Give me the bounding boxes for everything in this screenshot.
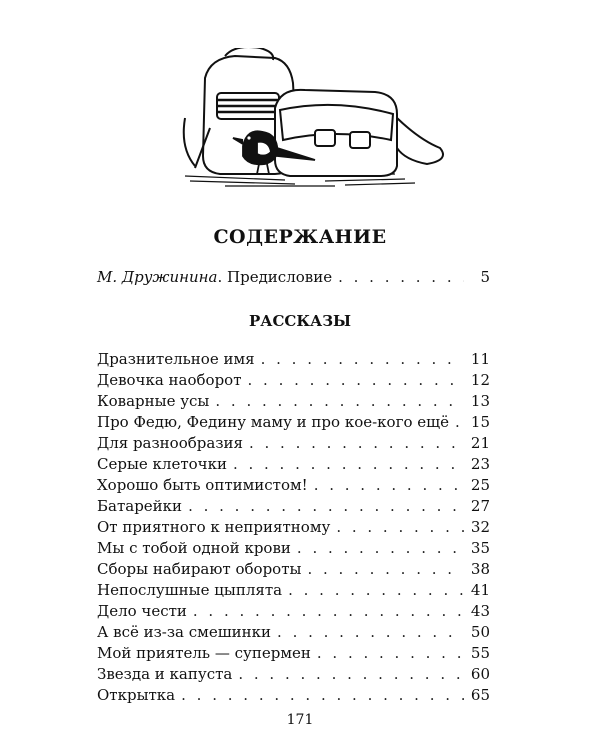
dot-leader — [307, 560, 464, 578]
preface-page: 5 — [480, 268, 490, 286]
toc-entry-label: Коварные усы — [97, 392, 210, 410]
toc-entry-label: Открытка — [97, 686, 176, 704]
toc-entry-label: Для разнообразия — [97, 434, 243, 452]
toc-entry-label: Мой приятель — супермен — [97, 644, 311, 662]
toc-entry-label: А всё из-за смешинки — [97, 623, 272, 641]
toc-entry-page: 27 — [470, 497, 490, 515]
satchel-right — [275, 90, 443, 176]
toc-entry-label: Серые клеточки — [97, 455, 227, 473]
toc-entry-label: Непослушные цыплята — [97, 581, 283, 599]
toc-entry-label: Хорошо быть оптимистом! — [97, 476, 308, 494]
toc-entry-page: 11 — [470, 350, 490, 368]
toc-entry — [97, 560, 490, 581]
toc-entry — [97, 392, 490, 413]
toc-entry-page: 23 — [470, 455, 490, 473]
toc-entry-label: От приятного к неприятному — [97, 518, 331, 536]
dot-leader — [297, 539, 464, 557]
toc-entry — [97, 665, 490, 686]
dot-leader — [277, 623, 464, 641]
section-title: РАССКАЗЫ — [248, 312, 352, 330]
toc-entry — [97, 497, 490, 518]
toc-entry — [97, 539, 490, 560]
toc-entry — [97, 686, 490, 707]
toc-entry-page: 50 — [470, 623, 490, 641]
toc-entry-page: 32 — [470, 518, 490, 536]
toc-entry-page: 43 — [470, 602, 490, 620]
toc-entry — [97, 455, 490, 476]
toc-entry-page: 60 — [470, 665, 490, 683]
toc-entry-label: Звезда и капуста — [97, 665, 233, 683]
page-title: СОДЕРЖАНИЕ — [213, 226, 387, 248]
dot-leader — [233, 455, 464, 473]
toc-entry — [97, 371, 490, 392]
toc-entry-page: 13 — [470, 392, 490, 410]
toc-entry-label: Мы с тобой одной крови — [97, 539, 291, 557]
toc-entry-label: Девочка наоборот — [97, 371, 242, 389]
dot-leader — [238, 665, 464, 683]
toc-entry-page: 35 — [470, 539, 490, 557]
preface-label: Предисловие — [227, 268, 333, 286]
toc-entry-label: Батарейки — [97, 497, 183, 515]
dot-leader — [317, 644, 464, 662]
dot-leader — [193, 602, 464, 620]
dot-leader — [336, 518, 464, 536]
backpacks-and-magpie-illustration — [165, 48, 450, 193]
toc-entry-label: Дразнительное имя — [97, 350, 255, 368]
toc-entry — [97, 413, 490, 434]
preface-author: М. Дружинина — [97, 268, 218, 286]
toc-entry-page: 15 — [470, 413, 490, 431]
toc-entry — [97, 350, 490, 371]
toc-entry — [97, 518, 490, 539]
toc-list — [97, 350, 490, 707]
dot-leader — [188, 497, 464, 515]
toc-entry-page: 55 — [470, 644, 490, 662]
toc-entry — [97, 434, 490, 455]
toc-entry-label: Дело чести — [97, 602, 187, 620]
toc-entry-preface — [97, 268, 490, 286]
toc-entry — [97, 476, 490, 497]
dot-leader — [215, 392, 464, 410]
toc-entry — [97, 581, 490, 602]
toc-entry-page: 21 — [470, 434, 490, 452]
toc-entry-page: 41 — [470, 581, 490, 599]
dot-leader — [181, 686, 464, 704]
toc-entry-label: Сборы набирают обороты — [97, 560, 302, 578]
toc-entry-page: 25 — [470, 476, 490, 494]
page-number: 171 — [286, 712, 314, 728]
dot-leader — [314, 476, 464, 494]
toc-entry — [97, 623, 490, 644]
dot-leader — [249, 434, 464, 452]
toc-entry-page: 65 — [470, 686, 490, 704]
toc-entry-label: Про Федю, Федину маму и про кое-кого ещё — [97, 413, 449, 431]
preface-separator: . — [217, 268, 228, 286]
dot-leader — [248, 371, 464, 389]
dot-leader — [338, 268, 464, 286]
toc-entry — [97, 644, 490, 665]
dot-leader — [288, 581, 464, 599]
dot-leader — [261, 350, 464, 368]
toc-entry-page: 38 — [470, 560, 490, 578]
dot-leader — [455, 413, 464, 431]
toc-entry-page: 12 — [470, 371, 490, 389]
toc-entry — [97, 602, 490, 623]
